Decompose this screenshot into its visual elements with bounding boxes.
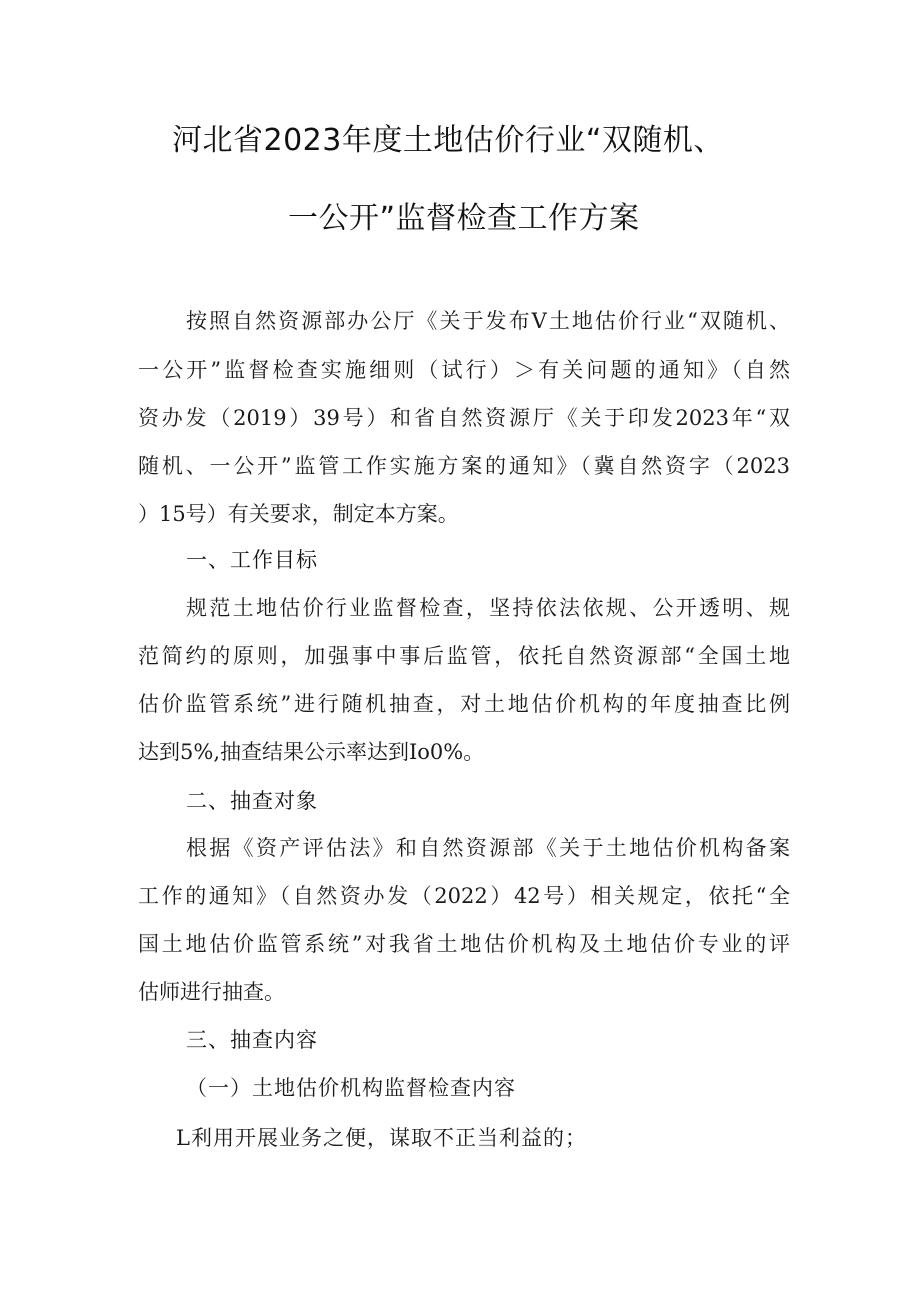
targets-line-3: 国土地估价监管系统”对我省土地估价机构及土地估价专业的评 (138, 932, 790, 956)
goals-line-4: 达到5%,抽查结果公示率达到Io0%。 (138, 740, 485, 764)
list-item-1: L利用开展业务之便，谋取不正当利益的； (176, 1126, 587, 1150)
intro-line-5: ）15号）有关要求，制定本方案。 (138, 502, 459, 526)
goals-line-3: 估价监管系统”进行随机抽查，对土地估价机构的年度抽查比例 (138, 692, 790, 716)
targets-line-1: 根据《资产评估法》和自然资源部《关于土地估价机构备案 (186, 836, 790, 860)
section-heading-targets: 二、抽查对象 (186, 789, 318, 813)
goals-line-1: 规范土地估价行业监督检查，坚持依法依规、公开透明、规 (186, 596, 790, 620)
subheading-agency-inspection: （一）土地估价机构监督检查内容 (186, 1076, 516, 1100)
targets-line-4: 估师进行抽查。 (138, 980, 285, 1004)
intro-line-3: 资办发（2019）39号）和省自然资源厅《关于印发2023年“双 (138, 406, 790, 430)
intro-line-2: 一公开”监督检查实施细则（试行）＞有关问题的通知》（自然 (138, 358, 790, 382)
section-heading-content: 三、抽查内容 (186, 1028, 318, 1052)
section-heading-goals: 一、工作目标 (186, 548, 318, 572)
intro-line-4: 随机、一公开”监管工作实施方案的通知》（冀自然资字（2023 (138, 454, 790, 478)
targets-line-2: 工作的通知》（自然资办发（2022）42号）相关规定，依托“全 (138, 884, 790, 908)
document-title-line-2: 一公开”监督检查工作方案 (288, 201, 640, 236)
intro-line-1: 按照自然资源部办公厅《关于发布V土地估价行业“双随机、 (186, 309, 790, 333)
goals-line-2: 范简约的原则，加强事中事后监管，依托自然资源部“全国土地 (138, 644, 790, 668)
document-title-line-1: 河北省2023年度土地估价行业“双随机、 (172, 123, 724, 158)
